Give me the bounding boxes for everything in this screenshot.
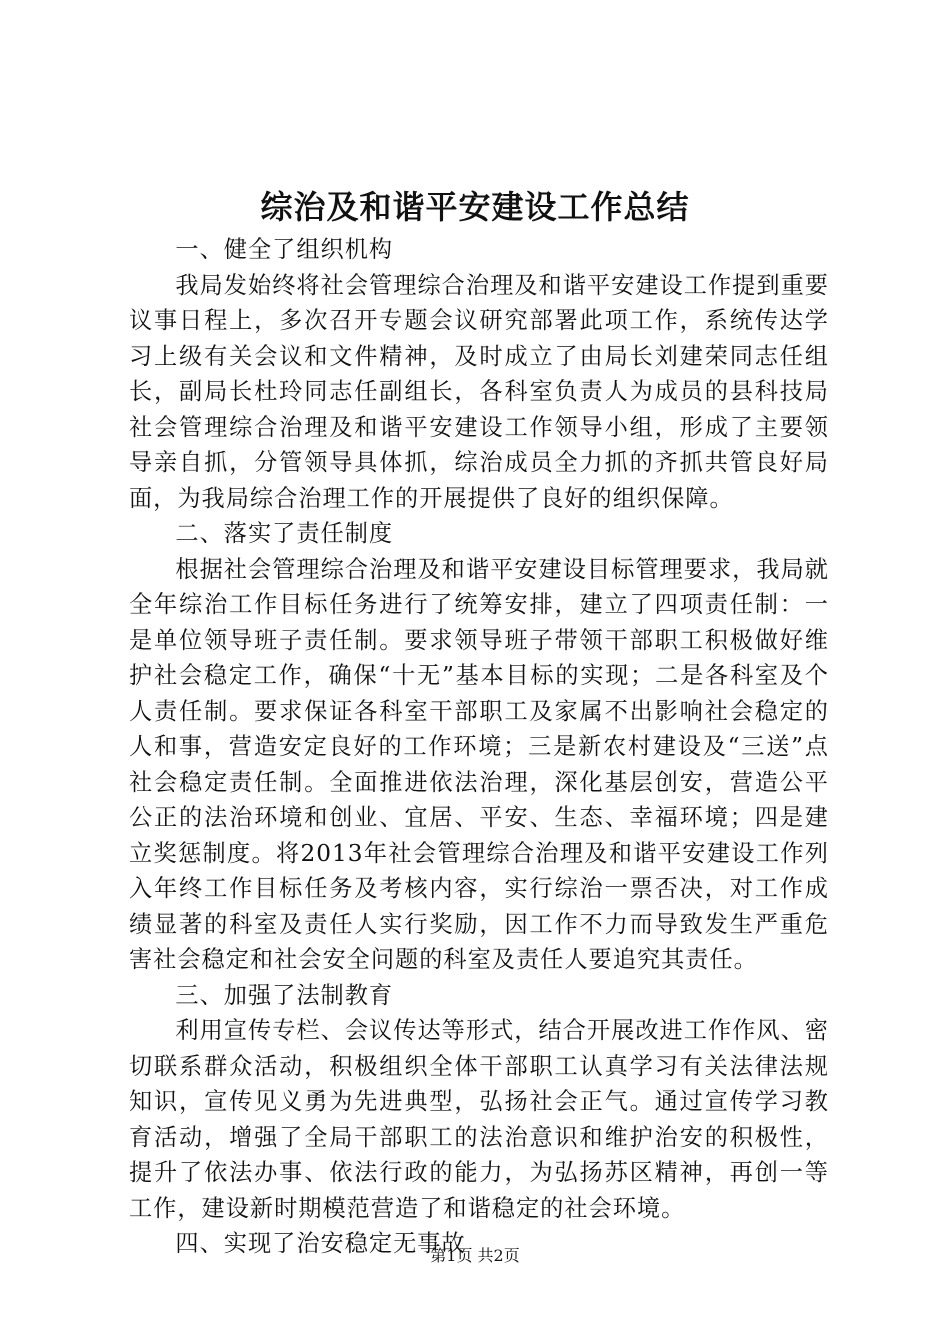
section-heading-4: 四、实现了治安稳定无事故	[175, 1230, 466, 1257]
section-heading-1: 一、健全了组织机构	[175, 236, 394, 263]
document-body	[129, 232, 829, 1262]
section-heading-2: 二、落实了责任制度	[175, 520, 394, 547]
page-footer: 第1页 共2页	[430, 1246, 520, 1265]
section-heading-3: 三、加强了法制教育	[175, 981, 394, 1009]
document-title: 综治及和谐平安建设工作总结	[260, 188, 690, 226]
section-paragraph-2: 根据社会管理综合治理及和谐平安建设目标管理要求，我局就全年综治工作目标任务进行了统筹安排，建立了四项责任制：一是单位领导班子责任制。要求领导班子带领干部职工积极做好维护社会稳定工作，确保“十无”基本目标的实现；二是各科室及个人责任制。要求保证各科室干部职工及家属不出影响社会稳定的人和事，营造安定良好的工作环境；三是新农村建设及“三送”点社会稳定责任制。全面推进依法治理，深化基层创安，营造公平公正的法治环境和创业、宜居、平安、生态、幸福环境；四是建立奖惩制度。将2013年社会管理综合治理及和谐平安建设工作列入年终工作目标任务及考核内容，实行综治一票否决，对工作成绩显著的科室及责任人实行奖励，因工作不力而导致发生严重危害社会稳定和社会安全问题的科室及责任人要追究其责任。	[129, 555, 829, 973]
section-paragraph-3: 利用宣传专栏、会议传达等形式，结合开展改进工作作风、密切联系群众活动，积极组织全体干部职工认真学习有关法律法规知识，宣传见义勇为先进典型，弘扬社会正气。通过宣传学习教育活动，增强了全局干部职工的法治意识和维护治安的积极性，提升了依法办事、依法行政的能力，为弘扬苏区精神，再创一等工作，建设新时期模范营造了和谐稳定的社会环境。	[129, 1017, 829, 1222]
section-paragraph-1: 我局发始终将社会管理综合治理及和谐平安建设工作提到重要议事日程上，多次召开专题会议研究部署此项工作，系统传达学习上级有关会议和文件精神，及时成立了由局长刘建荣同志任组长，副局长杜玲同志任副组长，各科室负责人为成员的县科技局社会管理综合治理及和谐平安建设工作领导小组，形成了主要领导亲自抓，分管领导具体抓，综治成员全力抓的齐抓共管良好局面，为我局综合治理工作的开展提供了良好的组织保障。	[129, 271, 829, 512]
